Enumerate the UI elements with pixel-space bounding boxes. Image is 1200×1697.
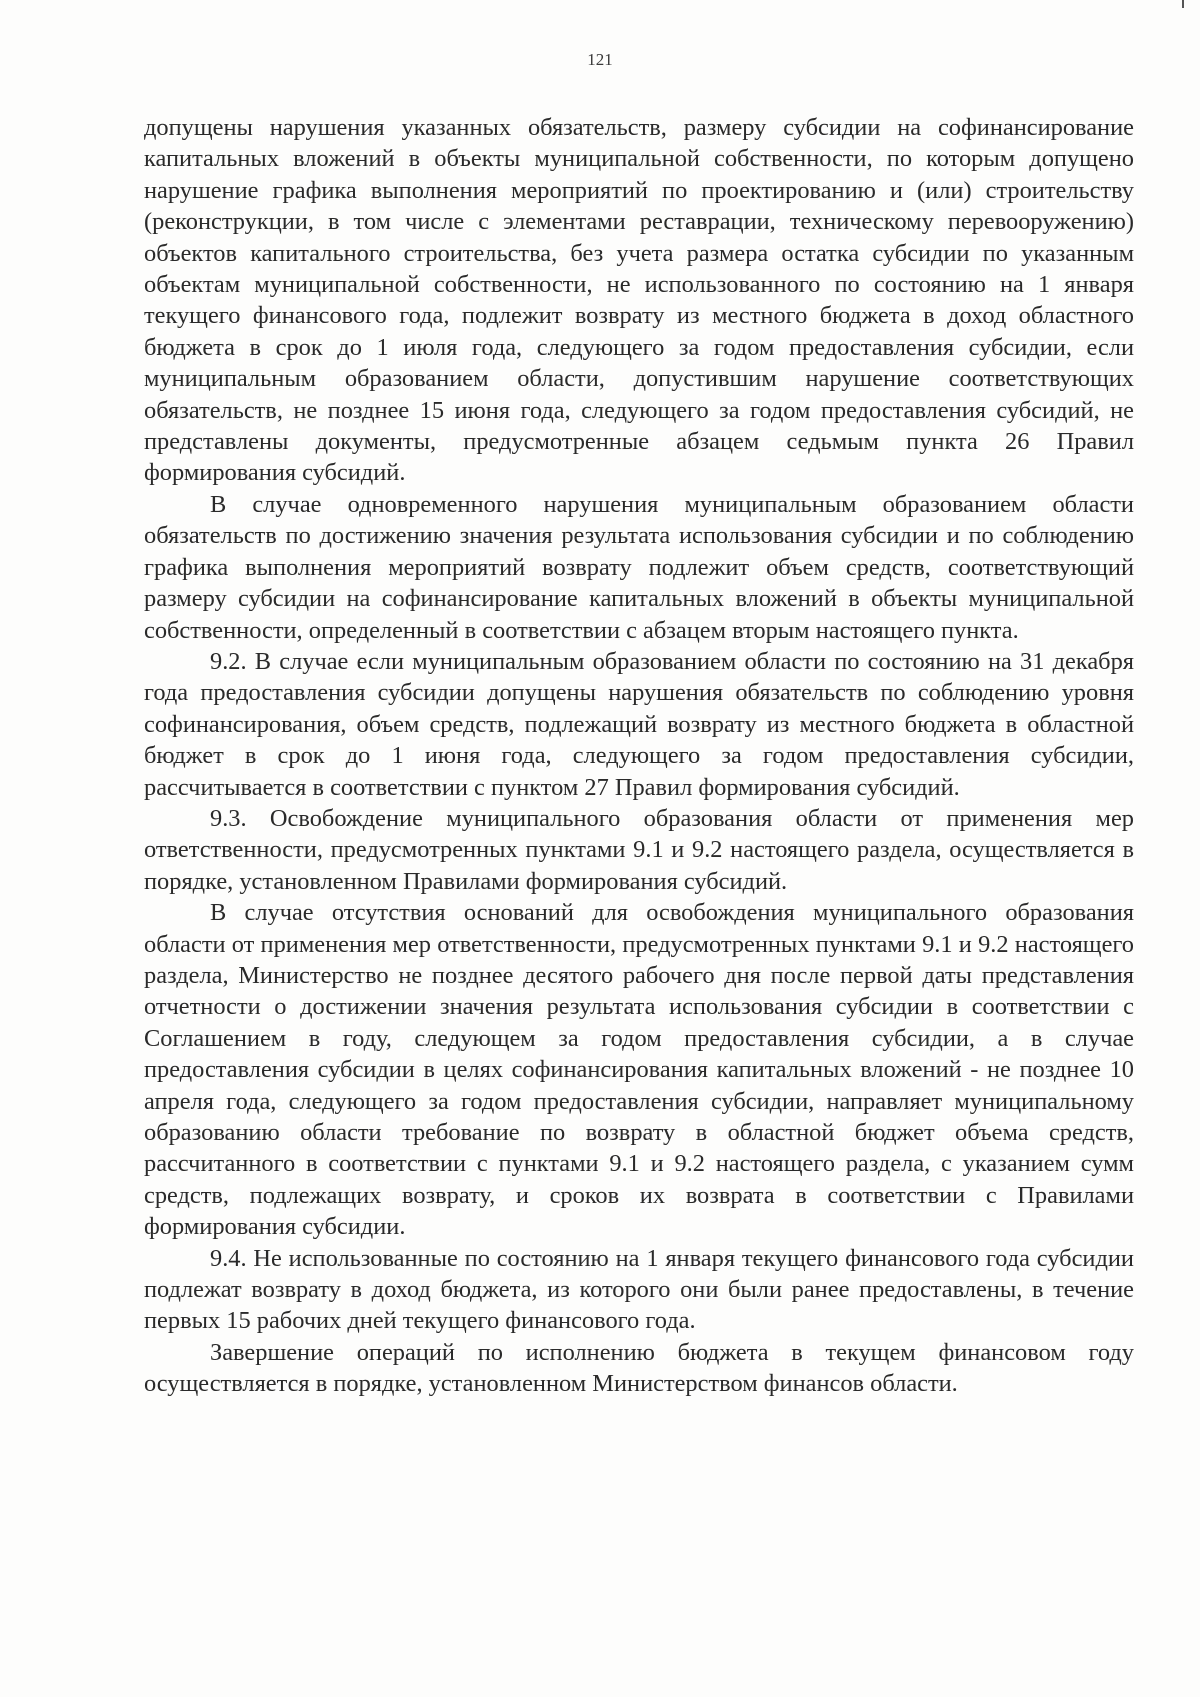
document-body bbox=[144, 112, 1134, 1400]
page-number: 121 bbox=[587, 50, 613, 69]
paragraph-budget-completion: Завершение операций по исполнению бюджета в текущем финансовом году осуществляется в порядке, установленном Министерством финансов области. bbox=[144, 1338, 1134, 1398]
paragraph-9-2: 9.2. В случае если муниципальным образованием области по состоянию на 31 декабря года предоставления субсидии допущены нарушения обязательств по соблюдению уровня софинансирования, объем средств, подлежащий возврату из местного бюджета в областной бюджет в срок до 1 июня года, следующего за годом предоставления субсидии, рассчитывается в соответствии с пунктом 27 Правил формирования субсидий. bbox=[144, 647, 1134, 801]
paragraph-absence-of-grounds: В случае отсутствия оснований для освобождения муниципального образования области от применения мер ответственности, предусмотренных пунктами 9.1 и 9.2 настоящего раздела, Министерство не позднее десятого рабочего дня после первой даты представления отчетности о достижении значения результата использования субсидии в соответствии с Соглашением в году, следующем за годом предоставления субсидии, а в случае предоставления субсидии в целях софинансирования капитальных вложений - не позднее 10 апреля года, следующего за годом предоставления субсидии, направляет муниципальному образованию области требование по возврату в областной бюджет объема средств, рассчитанного в соответствии с пунктами 9.1 и 9.2 настоящего раздела, с указанием сумм средств, подлежащих возврату, и сроков их возврата в соответствии с Правилами формирования субсидии. bbox=[144, 899, 1134, 1241]
paragraph-continuation: допущены нарушения указанных обязательств, размеру субсидии на софинансирование капитальных вложений в объекты муниципальной собственности, по которым допущено нарушение графика выполнения мероприятий по проектированию и (или) строительству (реконструкции, в том числе с элементами реставрации, техническому перевооружению) объектов капитального строительства, без учета размера остатка субсидии по указанным объектам муниципальной собственности, не использованного по состоянию на 1 января текущего финансового года, подлежит возврату из местного бюджета в доход областного бюджета в срок до 1 июля года, следующего за годом предоставления субсидии, если муниципальным образованием области, допустившим нарушение соответствующих обязательств, не позднее 15 июня года, следующего за годом предоставления субсидий, не представлены документы, предусмотренные абзацем седьмым пункта 26 Правил формирования субсидий. bbox=[144, 114, 1134, 487]
scan-artifact-top-right bbox=[1182, 0, 1184, 8]
paragraph-simultaneous-violation: В случае одновременного нарушения муниципальным образованием области обязательств по достижению значения результата использования субсидии и по соблюдению графика выполнения мероприятий возврату подлежит объем средств, соответствующий размеру субсидии на софинансирование капитальных вложений в объекты муниципальной собственности, определенный в соответствии с абзацем вторым настоящего пункта. bbox=[144, 490, 1134, 644]
paragraph-9-3: 9.3. Освобождение муниципального образования области от применения мер ответственности, предусмотренных пунктами 9.1 и 9.2 настоящего раздела, осуществляется в порядке, установленном Правилами формирования субсидий. bbox=[144, 804, 1134, 895]
paragraph-9-4: 9.4. Не использованные по состоянию на 1 января текущего финансового года субсидии подлежат возврату в доход бюджета, из которого они были ранее предоставлены, в течение первых 15 рабочих дней текущего финансового года. bbox=[144, 1244, 1134, 1335]
